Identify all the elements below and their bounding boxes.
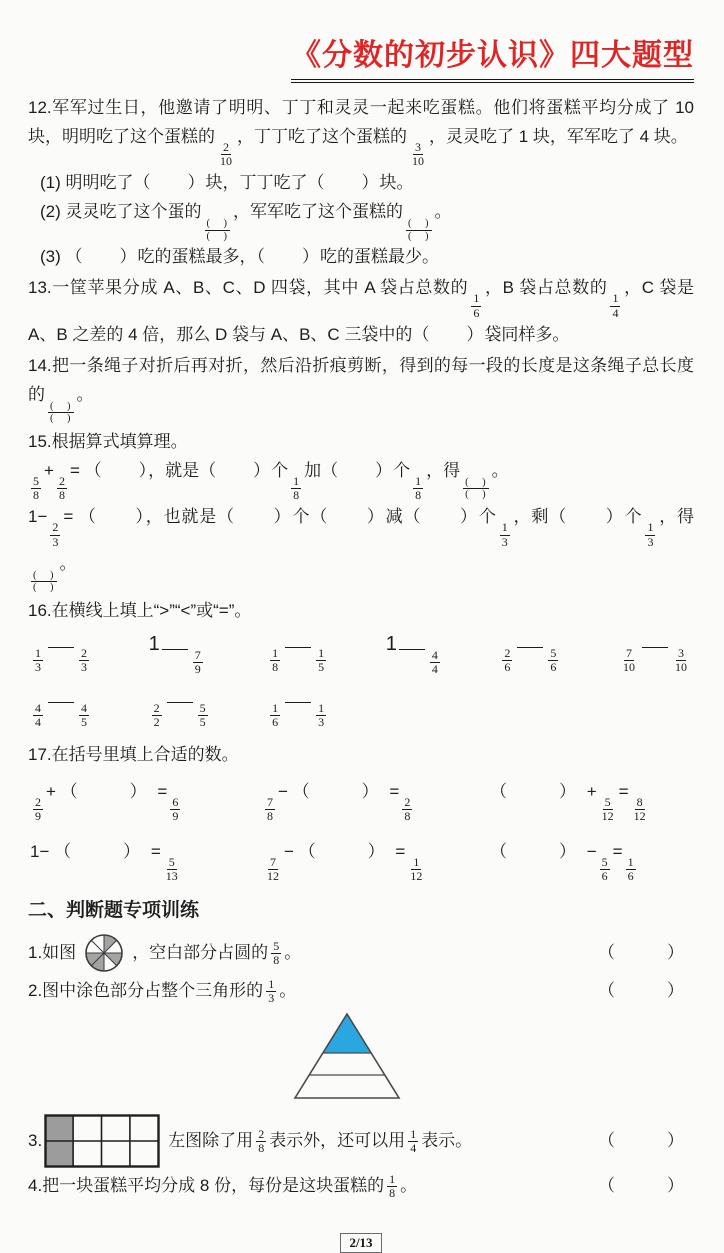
fraction: $\frac{2}{6}$ [504, 645, 511, 674]
text-run: 表示外，还可以用 [269, 1131, 406, 1151]
fraction: $\frac{1}{6}$ [473, 291, 480, 320]
text-run: ，丁丁吃了这个蛋糕的 [237, 127, 407, 146]
fraction: $\frac{4}{4}$ [35, 701, 41, 730]
paren-answer-blank[interactable]: （ ） [310, 507, 386, 527]
text-run: 个 [393, 460, 411, 480]
text-run: 。 [400, 1176, 418, 1196]
fraction: $\frac{1}{8}$ [415, 473, 422, 503]
text-run: = [384, 781, 400, 801]
fraction: $\frac{2}{8}$ [58, 473, 65, 503]
text-run: 2.图中涂色部分占整个三角形的 [28, 981, 264, 1001]
compare-item [30, 633, 92, 676]
compare-answer-blank[interactable] [48, 633, 74, 648]
fraction: $\frac{7}{10}$ [622, 645, 635, 674]
text-run: ，C 袋是 A、B 之差的 4 倍，那么 D 袋与 A、B、C 三袋中的 [28, 278, 695, 344]
compare-item [30, 688, 92, 729]
text-run: ，B 袋占总数的 [484, 278, 608, 298]
paren-answer-blank[interactable]: （ ） [321, 460, 394, 480]
page-number: 2/13 [340, 1233, 381, 1253]
text-run: + [44, 460, 54, 480]
fraction-answer-blank[interactable]: ( ) ( ) [50, 400, 72, 425]
equation-item [490, 777, 692, 823]
text-run: = [618, 781, 629, 801]
text-run: 15.根据算式填算理。 [28, 431, 188, 451]
paren-answer-blank[interactable]: （ ） [60, 781, 153, 801]
paren-answer-blank[interactable]: （ ） [490, 841, 582, 861]
text-run: 1− [28, 507, 48, 527]
question-12-sub1 [28, 168, 694, 197]
fraction: $\frac{1}{4}$ [612, 291, 619, 320]
shaded-triangle-icon [291, 1011, 403, 1101]
fraction: $\frac{2}{10}$ [220, 140, 232, 169]
text-run: 17.在括号里填上合适的数。 [28, 744, 239, 764]
fraction: $\frac{1}{3}$ [35, 645, 41, 674]
compare-answer-blank[interactable] [285, 688, 311, 703]
text-run: ，就是 [148, 460, 200, 480]
triangle-figure [291, 1011, 403, 1106]
fraction: $\frac{1}{8}$ [293, 473, 300, 503]
text-run: ，灵灵吃了 1 块，军军吃了 4 块。 [429, 127, 688, 146]
text-run: 表示。 [421, 1131, 473, 1151]
fraction: $\frac{2}{2}$ [153, 701, 160, 730]
fraction: $\frac{3}{10}$ [412, 140, 424, 169]
fraction: $\frac{2}{3}$ [52, 520, 59, 549]
text-run: = [63, 507, 79, 527]
judgment-4 [28, 1170, 694, 1202]
fraction-answer-blank[interactable]: ( ) ( ) [33, 569, 55, 594]
text-run: 。 [59, 553, 77, 573]
equation-item [30, 837, 262, 883]
text-run: 袋同样多。 [484, 324, 570, 344]
paren-answer-blank[interactable]: （ ） [490, 781, 582, 801]
fraction: $\frac{2}{8}$ [404, 794, 411, 823]
fraction: $\frac{4}{4}$ [431, 647, 438, 676]
compare-grid [30, 633, 692, 730]
fraction: $\frac{7}{9}$ [194, 647, 201, 676]
judgment-2 [28, 975, 694, 1007]
fraction: $\frac{2}{9}$ [35, 794, 41, 823]
text-run: 。 [76, 384, 94, 404]
text-run: 3. [28, 1131, 43, 1151]
text-run: 个 [478, 507, 497, 527]
question-12-sub3 [28, 242, 694, 271]
fraction-answer-blank[interactable]: ( ) ( ) [408, 218, 430, 242]
text-run: ，得 [426, 460, 461, 480]
text-run: 14.把一条绳子对折后再对折，然后沿折痕剪断，得到的每一段的长度是这条绳子总长度的 [28, 355, 694, 404]
question-13 [28, 273, 694, 348]
text-run: 减 [385, 507, 404, 527]
question-16 [28, 596, 694, 625]
fraction: $\frac{6}{9}$ [172, 794, 179, 823]
text-run: 13.一筐苹果分成 A、B、C、D 四袋，其中 A 袋占总数的 [28, 278, 469, 298]
question-14 [28, 351, 694, 425]
equation-item [30, 777, 262, 823]
fraction: $\frac{5}{6}$ [550, 645, 557, 674]
shaded-grid-icon [44, 1114, 160, 1168]
text-run: ，军军吃了这个蛋糕的 [233, 202, 403, 222]
fraction: $\frac{8}{12}$ [633, 794, 646, 823]
fraction: $\frac{1}{5}$ [318, 645, 325, 674]
paren-answer-blank[interactable]: （ ） [307, 173, 380, 193]
compare-item [149, 688, 211, 729]
text-run: = [69, 460, 85, 480]
paren-answer-blank[interactable]: （ ） [54, 841, 147, 861]
text-run: + [582, 781, 597, 801]
text-run: = [390, 841, 406, 861]
text-run: 个 [271, 460, 289, 480]
fraction: 5 8 [273, 938, 280, 967]
judgment-4-text [28, 1170, 417, 1202]
fraction: $\frac{1}{6}$ [627, 854, 634, 884]
text-run: 个 [624, 507, 643, 527]
fraction: 1 8 [389, 1171, 396, 1200]
compare-answer-blank[interactable] [162, 635, 188, 650]
text-run: 吃的蛋糕最多， [137, 247, 257, 267]
paren-answer-blank[interactable]: （ ） [65, 247, 138, 267]
text-run: 个 [292, 507, 311, 527]
text-run: 吃的蛋糕最少。 [320, 247, 439, 267]
fraction: $\frac{1}{6}$ [272, 701, 279, 730]
text-run: ，剩 [512, 507, 550, 527]
text-run: 。 [434, 202, 452, 222]
page-footer [28, 1232, 694, 1253]
paren-answer-blank[interactable]: （ ） [199, 460, 272, 480]
text-run: 。 [491, 460, 509, 480]
text-run: (2) 灵灵吃了这个蛋的 [40, 202, 202, 222]
fraction: $\frac{5}{8}$ [33, 473, 39, 503]
text-run: − [582, 841, 597, 861]
fraction: 2 8 [258, 1126, 265, 1155]
compare-answer-blank[interactable] [517, 633, 543, 648]
text-run: 。 [279, 981, 297, 1001]
section-2-heading: 二、判断题专项训练 [28, 900, 200, 922]
title-area [28, 30, 694, 83]
question-12 [28, 93, 694, 168]
text-run: 左图除了用 [168, 1131, 254, 1151]
paren-answer-blank[interactable]: （ ） [403, 507, 479, 527]
text-run: (1) 明明吃了 [40, 173, 134, 193]
judgment-4-answer-blank[interactable]: （ ） [598, 1176, 690, 1196]
compare-item [386, 633, 443, 676]
text-run: − [278, 781, 293, 801]
judgment-1-text [28, 933, 301, 973]
text-run: 块。 [379, 173, 414, 193]
compare-item [618, 633, 692, 676]
text-run: (3) [40, 247, 66, 267]
text-run: 1.如图 [28, 943, 77, 963]
paren-answer-blank[interactable]: （ ） [292, 781, 385, 801]
equation-item [262, 777, 490, 823]
text-run: = [612, 841, 623, 861]
fraction: $\frac{3}{10}$ [674, 645, 687, 674]
fraction: $\frac{7}{8}$ [267, 794, 273, 823]
fraction-answer-blank[interactable]: ( ) ( ) [465, 476, 487, 501]
judgment-2-answer-blank[interactable]: （ ） [598, 981, 690, 1001]
compare-item [267, 633, 329, 676]
text-run: 4.把一块蛋糕平均分成 8 份，每份是这块蛋糕的 [28, 1176, 385, 1196]
question-15 [28, 427, 694, 456]
text-run: = [152, 781, 168, 801]
judgment-3-text [28, 1114, 472, 1168]
fraction: $\frac{2}{3}$ [81, 645, 87, 674]
text-run: 。 [284, 943, 302, 963]
paren-answer-blank[interactable]: （ ） [217, 507, 293, 527]
question-15-eq2 [28, 502, 694, 593]
pie-circle-icon [84, 933, 124, 973]
fraction: $\frac{5}{6}$ [601, 854, 608, 884]
question-15-eq1 [28, 456, 694, 502]
text-run: 12.军军过生日，他邀请了明明、丁丁和灵灵一起来吃蛋糕。他们将蛋糕平均分成了 10 块，明明吃了这个蛋糕的 [28, 98, 694, 146]
text-run: 1 [148, 632, 160, 655]
fraction: $\frac{1}{3}$ [318, 701, 325, 730]
compare-item [499, 633, 561, 676]
paren-answer-blank[interactable]: （ ） [549, 507, 625, 527]
compare-item [149, 633, 211, 676]
fraction: $\frac{4}{5}$ [81, 701, 87, 730]
paren-answer-blank[interactable]: （ ） [298, 841, 391, 861]
compare-answer-blank[interactable] [642, 633, 668, 648]
fraction-answer-blank[interactable]: ( ) ( ) [206, 218, 228, 242]
text-run: 16.在横线上填上“>”“<”或“=”。 [28, 600, 252, 620]
text-run: = [146, 841, 161, 861]
fraction: 1 4 [410, 1126, 417, 1155]
fraction: $\frac{1}{12}$ [410, 854, 423, 884]
text-run: 块，丁丁吃了 [205, 173, 308, 193]
fraction: $\frac{1}{3}$ [501, 520, 508, 549]
question-17 [28, 740, 694, 769]
fraction: $\frac{1}{3}$ [647, 520, 654, 549]
paren-answer-blank[interactable]: （ ） [133, 173, 206, 193]
text-run: 1 [385, 632, 397, 655]
compare-answer-blank[interactable] [285, 633, 311, 648]
judgment-1-answer-blank[interactable]: （ ） [598, 943, 690, 963]
text-run: − [284, 841, 299, 861]
fraction: 1 3 [268, 976, 275, 1005]
fraction: $\frac{1}{8}$ [272, 645, 279, 674]
text-run: 加 [304, 460, 322, 480]
page-title: 《分数的初步认识》四大题型 [291, 30, 694, 83]
text-run: ，空白部分占圆的 [132, 943, 269, 963]
text-run: ，也就是 [145, 507, 218, 527]
judgment-2-text [28, 975, 296, 1007]
judgment-1 [28, 933, 694, 973]
compare-answer-blank[interactable] [48, 688, 74, 703]
paren-answer-blank[interactable]: （ ） [256, 247, 320, 267]
compare-answer-blank[interactable] [399, 635, 425, 650]
text-run: 1− [30, 841, 55, 861]
fraction: $\frac{5}{5}$ [199, 701, 206, 730]
compare-answer-blank[interactable] [167, 688, 193, 703]
judgment-3 [28, 1114, 694, 1168]
fraction: $\frac{5}{12}$ [601, 794, 614, 823]
fraction: $\frac{5}{13}$ [165, 854, 178, 884]
equation-item [490, 837, 692, 883]
paren-answer-blank[interactable]: （ ） [84, 460, 149, 480]
text-run: ，得 [658, 507, 695, 527]
text-run: + [46, 781, 61, 801]
question-12-sub2 [28, 197, 694, 242]
equation-grid [30, 777, 692, 884]
fraction: $\frac{7}{12}$ [267, 854, 279, 884]
paren-answer-blank[interactable]: （ ） [78, 507, 146, 527]
equation-item [262, 837, 490, 883]
compare-item [267, 688, 329, 729]
judgment-3-answer-blank[interactable]: （ ） [598, 1131, 690, 1151]
paren-answer-blank[interactable]: （ ） [412, 324, 485, 344]
